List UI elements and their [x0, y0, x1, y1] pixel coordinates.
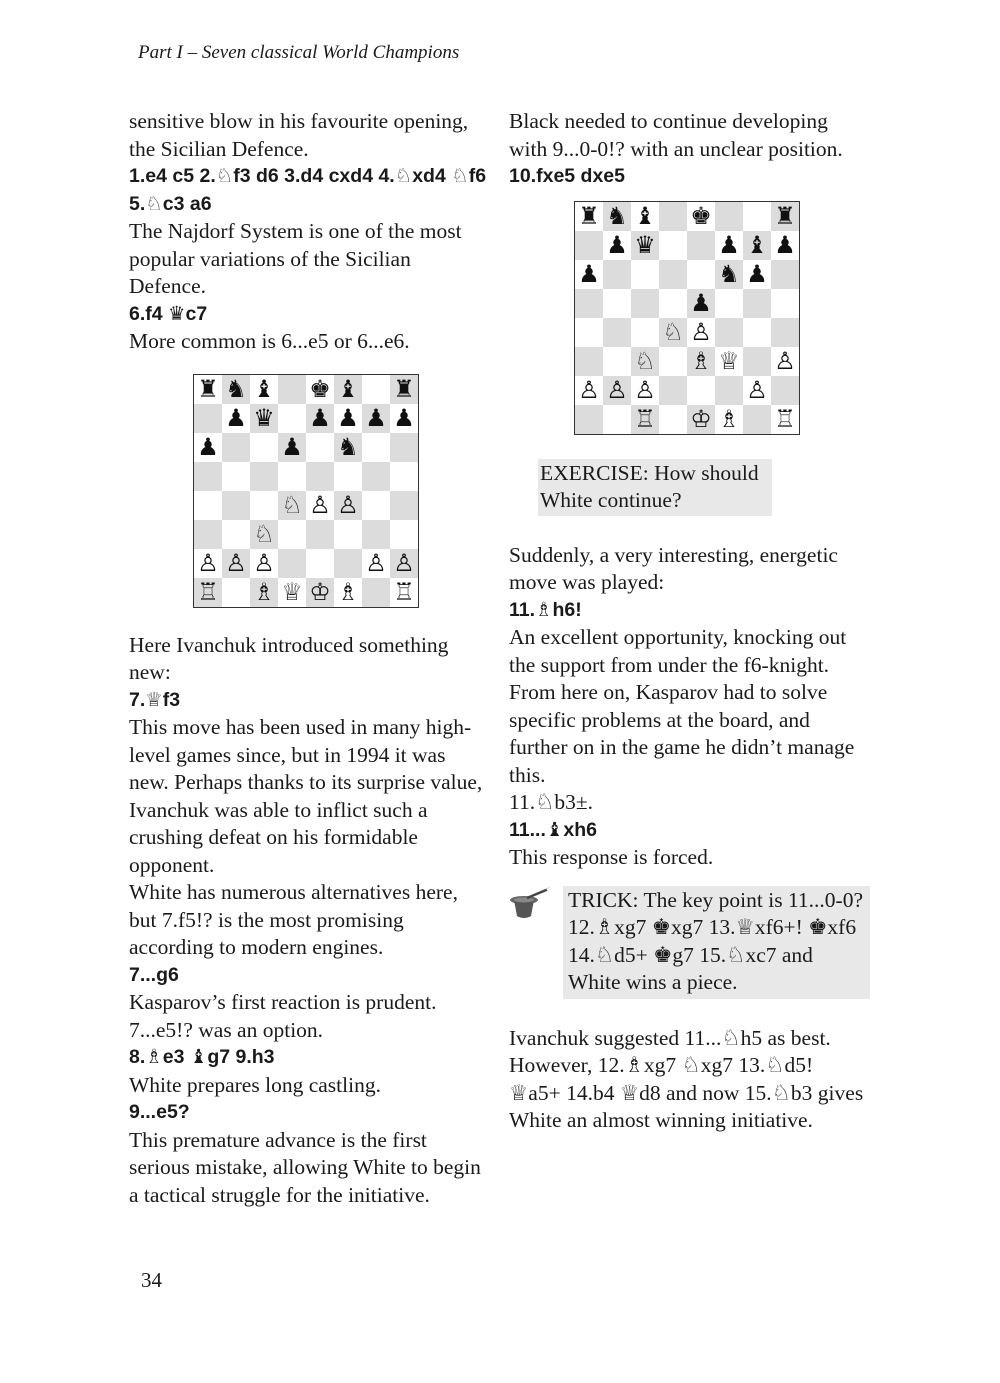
running-header: Part I – Seven classical World Champions	[138, 42, 460, 63]
board-square: ♙	[743, 376, 771, 405]
board-square: ♖	[194, 578, 222, 607]
board-square: ♚	[687, 202, 715, 231]
board-square: ♟	[362, 404, 390, 433]
paragraph: Here Ivanchuk introduced something new:	[129, 632, 449, 684]
board-square	[603, 260, 631, 289]
board-square: ♞	[222, 375, 250, 404]
chess-diagram	[574, 201, 800, 435]
board-square: ♝	[334, 375, 362, 404]
board-square: ♙	[631, 376, 659, 405]
board-square: ♜	[771, 202, 799, 231]
board-square	[575, 347, 603, 376]
board-square: ♙	[306, 491, 334, 520]
board-square: ♕	[278, 578, 306, 607]
board-square	[659, 289, 687, 318]
paragraph: This response is forced.	[509, 845, 714, 869]
board-square: ♗	[687, 347, 715, 376]
board-square	[715, 318, 743, 347]
paragraph: Ivanchuk suggested 11...♘h5 as best. However, 12.♗xg7 ♘xg7 13.♘d5! ♕a5+ 14.b4 ♕d8 and now 15.♘b3 gives White an almost winning initiative.	[509, 1025, 864, 1132]
board-square: ♕	[715, 347, 743, 376]
board-square	[771, 318, 799, 347]
board-square: ♙	[222, 549, 250, 578]
board-square: ♟	[771, 231, 799, 260]
board-square	[222, 462, 250, 491]
board-square	[603, 347, 631, 376]
board-square: ♟	[222, 404, 250, 433]
paragraph: White has numerous alternatives here, but 7.f5!? is the most promising according to modern engines.	[129, 880, 458, 959]
board-square: ♘	[631, 347, 659, 376]
board-square	[659, 376, 687, 405]
board-square: ♙	[194, 549, 222, 578]
board-square	[631, 289, 659, 318]
board-square: ♟	[687, 289, 715, 318]
board-square	[334, 520, 362, 549]
board-square: ♙	[603, 376, 631, 405]
board-square	[715, 376, 743, 405]
board-square: ♟	[334, 404, 362, 433]
board-square	[575, 231, 603, 260]
exercise-box: EXERCISE: How should White continue?	[538, 459, 772, 516]
board-square: ♗	[334, 578, 362, 607]
board-square: ♖	[631, 405, 659, 434]
board-square	[575, 405, 603, 434]
move-line: 7.♕f3	[129, 688, 181, 711]
paragraph: More common is 6...e5 or 6...e6.	[129, 329, 410, 353]
board-square: ♙	[362, 549, 390, 578]
board-square	[362, 433, 390, 462]
board-square: ♟	[390, 404, 418, 433]
board-square: ♙	[390, 549, 418, 578]
board-square	[687, 376, 715, 405]
board-square	[222, 520, 250, 549]
board-square: ♟	[306, 404, 334, 433]
board-square	[334, 462, 362, 491]
board-square	[743, 318, 771, 347]
board-square	[278, 462, 306, 491]
magic-hat-icon	[509, 886, 559, 926]
board-square: ♞	[603, 202, 631, 231]
board-square: ♟	[575, 260, 603, 289]
board-square	[194, 462, 222, 491]
board-square	[362, 520, 390, 549]
paragraph: The Najdorf System is one of the most popular variations of the Sicilian Defence.	[129, 219, 462, 298]
board-square: ♗	[715, 405, 743, 434]
move-line: 6.f4 ♛c7	[129, 302, 208, 325]
move-line: 7...g6	[129, 963, 179, 986]
board-square: ♙	[575, 376, 603, 405]
paragraph: This premature advance is the first serious mistake, allowing White to begin a tactical struggle for the initiative.	[129, 1127, 481, 1207]
board-square	[390, 433, 418, 462]
board-square	[250, 433, 278, 462]
board-square: ♞	[334, 433, 362, 462]
board-square: ♙	[250, 549, 278, 578]
board-square: ♟	[743, 260, 771, 289]
board-square: ♟	[715, 231, 743, 260]
board-square: ♖	[390, 578, 418, 607]
board-square	[390, 462, 418, 491]
move-line: 10.fxe5 dxe5	[509, 165, 626, 187]
board-square	[194, 520, 222, 549]
board-square: ♜	[575, 202, 603, 231]
board-square	[306, 549, 334, 578]
board-square	[390, 520, 418, 549]
paragraph: White prepares long castling.	[129, 1072, 381, 1097]
board-square	[715, 202, 743, 231]
board-square: ♙	[334, 491, 362, 520]
board-square	[390, 491, 418, 520]
board-square	[771, 376, 799, 405]
board-square	[194, 404, 222, 433]
board-square	[362, 491, 390, 520]
board-square	[631, 260, 659, 289]
chess-diagram	[193, 374, 419, 608]
board-square	[278, 520, 306, 549]
board-square	[687, 260, 715, 289]
move-line: 8.♗e3 ♝g7 9.h3	[129, 1046, 275, 1068]
move-line: 1.e4 c5 2.♘f3 d6 3.d4 cxd4 4.♘xd4 ♘f6 5.♘c3 a6	[129, 165, 487, 215]
board-square: ♚	[306, 375, 334, 404]
board-square	[575, 318, 603, 347]
board-square	[715, 289, 743, 318]
board-square	[362, 462, 390, 491]
board-square	[771, 289, 799, 318]
board-square	[659, 231, 687, 260]
board-square: ♜	[194, 375, 222, 404]
board-square: ♙	[771, 347, 799, 376]
board-square	[743, 347, 771, 376]
board-square	[771, 260, 799, 289]
board-square	[659, 405, 687, 434]
left-column	[129, 108, 489, 1209]
board-square: ♝	[250, 375, 278, 404]
board-square	[631, 318, 659, 347]
board-square: ♔	[306, 578, 334, 607]
board-square: ♟	[278, 433, 306, 462]
right-column	[509, 108, 869, 1135]
paragraph: This move has been used in many high-level games since, but in 1994 it was new. Perhaps thanks to its surprise value, Ivanchuk was able to inflict such a crushing defeat on his formidable opponent.	[129, 715, 483, 877]
trick-block	[509, 886, 869, 999]
board-square: ♙	[687, 318, 715, 347]
move-line: 11...♝xh6	[509, 818, 597, 841]
board-square	[194, 491, 222, 520]
board-square	[278, 549, 306, 578]
board-square	[306, 433, 334, 462]
board-square	[362, 578, 390, 607]
paragraph: Kasparov’s first reaction is prudent. 7...e5!? was an option.	[129, 990, 437, 1042]
board-square	[743, 405, 771, 434]
board-square: ♟	[603, 231, 631, 260]
move-line: 11.♗h6!	[509, 598, 582, 621]
board-square	[250, 491, 278, 520]
board-square	[278, 404, 306, 433]
board-square	[222, 433, 250, 462]
board-square	[250, 462, 278, 491]
board-square	[278, 375, 306, 404]
board-square	[334, 549, 362, 578]
board-square: ♖	[771, 405, 799, 434]
board-square: ♛	[631, 231, 659, 260]
board-square: ♝	[743, 231, 771, 260]
board-square: ♘	[250, 520, 278, 549]
board-square	[306, 520, 334, 549]
trick-box: TRICK: The key point is 11...0-0? 12.♗xg7 ♚xg7 13.♕xf6+! ♚xf6 14.♘d5+ ♚g7 15.♘xc7 and White wins a piece.	[563, 886, 870, 999]
board-square	[603, 318, 631, 347]
board-square	[306, 462, 334, 491]
board-square: ♜	[390, 375, 418, 404]
board-square: ♝	[631, 202, 659, 231]
board-square	[659, 260, 687, 289]
board-square	[659, 347, 687, 376]
paragraph: 11.♘b3±.	[509, 790, 594, 814]
board-square: ♞	[715, 260, 743, 289]
board-square	[575, 289, 603, 318]
board-square	[603, 289, 631, 318]
board-square	[222, 491, 250, 520]
board-square: ♘	[659, 318, 687, 347]
board-square	[659, 202, 687, 231]
paragraph: sensitive blow in his favourite opening, the Sicilian Defence.	[129, 109, 469, 161]
paragraph: Suddenly, a very interesting, energetic move was played:	[509, 542, 838, 594]
board-square	[743, 289, 771, 318]
board-square: ♘	[278, 491, 306, 520]
board-square: ♗	[250, 578, 278, 607]
board-square: ♔	[687, 405, 715, 434]
board-square	[362, 375, 390, 404]
board-square: ♟	[194, 433, 222, 462]
board-square	[603, 405, 631, 434]
board-square	[222, 578, 250, 607]
board-square: ♛	[250, 404, 278, 433]
board-square	[687, 231, 715, 260]
move-line: 9...e5?	[129, 1101, 190, 1123]
paragraph: Black needed to continue developing with 9...0-0!? with an unclear position.	[509, 109, 843, 161]
page-number: 34	[141, 1268, 162, 1292]
paragraph: An excellent opportunity, knocking out the support from under the f6-knight. From here on, Kasparov had to solve specific problems at the board, and further on in the game he didn’t manage this.	[509, 625, 855, 787]
board-square	[743, 202, 771, 231]
